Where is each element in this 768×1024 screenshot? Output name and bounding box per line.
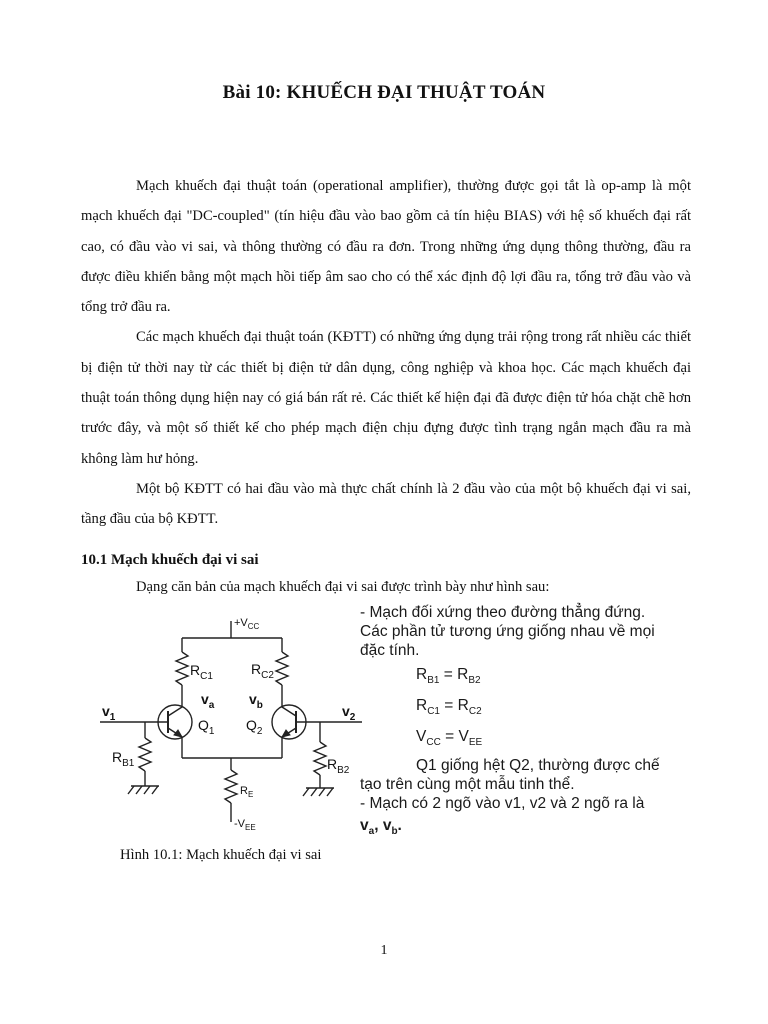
paragraph-2: Các mạch khuếch đại thuật toán (KĐTT) có những ứng dụng trải rộng trong rất nhiều các thiết bị điện tử thời nay từ các thiết bị điện tử dân dụng, công nghiệp và khoa học. Các mạch khuếch đại thuật toán thông dụng hiện nay có giá bán rất rẻ. Các thiết kế hiện đại đã được điện tử hóa chặt chẽ hơn trước đây, và một số thiết kế cho phép mạch điện chịu đựng được tình trạng ngắn mạch đầu ra mà không làm hư hỏng.	[81, 329, 691, 467]
section-heading: 10.1 Mạch khuếch đại vi sai	[81, 552, 259, 568]
q2-label: $Q_2$	[246, 717, 263, 737]
q1-label: $Q_1$	[198, 717, 215, 737]
figure-caption: Hình 10.1: Mạch khuếch đại vi sai	[120, 847, 322, 863]
equation-v: $V_{CC} = V_{EE}$	[416, 728, 483, 749]
page-title: Bài 10: KHUẾCH ĐẠI THUẬT TOÁN	[222, 82, 546, 103]
differential-amplifier-circuit	[100, 612, 365, 838]
rb2-resistor	[314, 742, 326, 775]
intro-paragraphs	[81, 171, 691, 535]
note-line-7: $v_a$, $v_b$.	[360, 817, 402, 838]
re-resistor	[225, 770, 237, 803]
rc1-label: $R_{C1}$	[190, 662, 213, 682]
equation-rc: $R_{C1} = R_{C2}$	[416, 697, 482, 718]
vcc-label: $+V_{CC}$	[234, 617, 260, 631]
vb-label: $v_b$	[249, 691, 263, 711]
note-line-5: tạo trên cùng một mẫu tinh thể.	[360, 775, 575, 793]
rb1-label: $R_{B1}$	[112, 749, 135, 769]
vee-label: $-V_{EE}$	[234, 818, 256, 832]
note-line-4: Q1 giống hệt Q2, thường được chế	[416, 757, 660, 775]
circuit-notes	[360, 604, 670, 842]
paragraph-1: Mạch khuếch đại thuật toán (operational amplifier), thường được gọi tắt là op-amp là một mạch khuếch đại "DC-coupled" (tín hiệu đầu vào bao gồm cả tín hiệu BIAS) với hệ số khuếch đại rất cao, có đầu vào vi sai, và thông thường có đầu ra đơn. Trong những ứng dụng thông thường, đầu ra được điều khiển bằng một mạch hồi tiếp âm sao cho có thể xác định độ lợi đầu ra, tổng trở đầu vào và tổng trở đầu ra.	[81, 178, 691, 316]
section-intro: Dạng căn bản của mạch khuếch đại vi sai được trình bày như hình sau:	[136, 579, 550, 595]
page-number: 1	[380, 943, 388, 958]
rc1-resistor	[176, 652, 188, 685]
equation-rb: $R_{B1} = R_{B2}$	[416, 666, 481, 687]
rb1-resistor	[139, 738, 151, 771]
note-line-2: Các phần tử tương ứng giống nhau về mọi	[360, 622, 655, 640]
re-label: $R_E$	[240, 785, 254, 799]
note-line-3: đặc tính.	[360, 641, 420, 659]
paragraph-3: Một bộ KĐTT có hai đầu vào mà thực chất chính là 2 đầu vào của một bộ khuếch đại vi sai, tầng đầu của bộ KĐTT.	[81, 480, 691, 528]
v1-label: $v_1$	[102, 703, 116, 723]
v2-label: $v_2$	[342, 703, 356, 723]
va-label: $v_a$	[201, 691, 215, 711]
note-line-6: - Mạch có 2 ngõ vào v1, v2 và 2 ngõ ra là	[360, 794, 645, 812]
rc2-resistor	[276, 652, 288, 685]
note-line-1: - Mạch đối xứng theo đường thẳng đứng.	[360, 604, 646, 621]
rb2-label: $R_{B2}$	[327, 756, 350, 776]
rc2-label: $R_{C2}$	[251, 661, 274, 681]
